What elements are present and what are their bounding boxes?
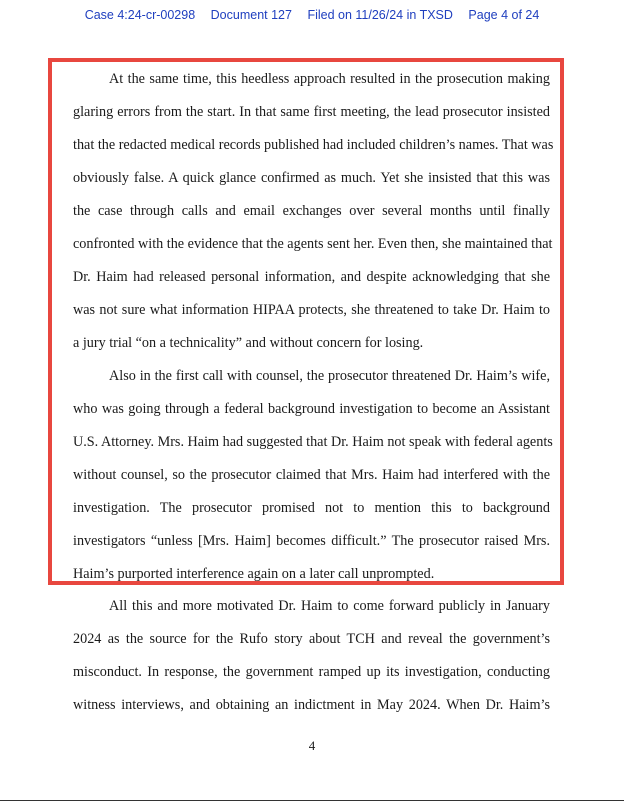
text-line: the case through calls and email exchanges over several months until finally [73, 203, 550, 219]
ecf-header [0, 8, 624, 22]
text-line: Haim’s purported interference again on a later call unprompted. [73, 566, 435, 582]
filed-date: Filed on 11/26/24 in TXSD [307, 8, 453, 22]
text-line: investigation. The prosecutor promised not to mention this to background [73, 500, 550, 516]
text-line: misconduct. In response, the government ramped up its investigation, conducting [73, 664, 550, 680]
text-line: At the same time, this heedless approach resulted in the prosecution making [109, 71, 550, 87]
paragraph-1 [73, 63, 554, 360]
text-line: witness interviews, and obtaining an indictment in May 2024. When Dr. Haim’s [73, 697, 550, 713]
page-indicator: Page 4 of 24 [468, 8, 540, 22]
text-line: Dr. Haim had released personal information, and despite acknowledging that she [73, 269, 550, 285]
text-line: who was going through a federal background investigation to become an Assistant [73, 401, 550, 417]
text-line: that the redacted medical records published had included children’s names. That was [73, 137, 554, 153]
text-line: glaring errors from the start. In that same first meeting, the lead prosecutor insisted [73, 104, 550, 120]
paragraph-2 [73, 360, 553, 591]
page-bottom-rule [0, 800, 624, 801]
text-line: U.S. Attorney. Mrs. Haim had suggested that Dr. Haim not speak with federal agents [73, 434, 553, 450]
text-line: was not sure what information HIPAA protects, she threatened to take Dr. Haim to [73, 302, 550, 318]
paragraph-3 [73, 590, 550, 722]
page-number: 4 [308, 738, 316, 753]
text-line: 2024 as the source for the Rufo story about TCH and reveal the government’s [73, 631, 550, 647]
document-number: Document 127 [210, 8, 292, 22]
text-line: All this and more motivated Dr. Haim to come forward publicly in January [109, 598, 550, 614]
text-line: investigators “unless [Mrs. Haim] becomes difficult.” The prosecutor raised Mrs. [73, 533, 550, 549]
text-line: a jury trial “on a technicality” and without concern for losing. [73, 335, 424, 351]
text-line: confronted with the evidence that the agents sent her. Even then, she maintained that [73, 236, 553, 252]
text-line: without counsel, so the prosecutor claimed that Mrs. Haim had interfered with the [73, 467, 550, 483]
text-line: obviously false. A quick glance confirmed as much. Yet she insisted that this was [73, 170, 550, 186]
text-line: Also in the first call with counsel, the prosecutor threatened Dr. Haim’s wife, [109, 368, 550, 384]
case-number: Case 4:24-cr-00298 [84, 8, 196, 22]
